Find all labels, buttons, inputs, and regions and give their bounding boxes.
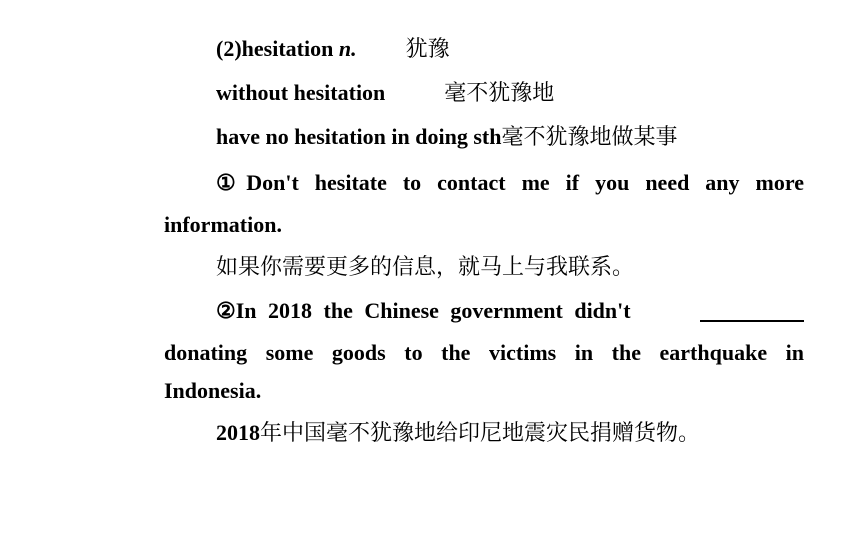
translation-year: 2018 <box>216 420 260 445</box>
translation-text: 如果你需要更多的信息，就马上与我联系。 <box>216 254 635 279</box>
example-marker: ② <box>216 298 236 323</box>
exercise-line2: donating some goods to the victims in the earthquake in <box>164 340 804 365</box>
headword-line <box>216 38 450 60</box>
translation-text: 年中国毫不犹豫地给印尼地震灾民捐赠货物。 <box>260 420 701 445</box>
exercise-translation <box>216 422 700 444</box>
part-of-speech: n. <box>338 36 357 61</box>
headword: (2)hesitation <box>216 36 334 61</box>
exercise-sentence-end <box>164 380 261 402</box>
fill-in-blank[interactable] <box>700 302 804 322</box>
example-marker: ① <box>216 170 247 195</box>
phrase-line <box>216 82 554 104</box>
example-sentence-continuation <box>164 214 282 236</box>
phrase-line <box>216 126 677 148</box>
example-sentence <box>216 172 804 194</box>
phrase-text: without hesitation <box>216 80 386 105</box>
exercise-sentence-continuation <box>164 342 804 364</box>
headword-meaning: 犹豫 <box>405 36 450 61</box>
phrase-meaning: 毫不犹豫地做某事 <box>501 124 678 149</box>
phrase-meaning: 毫不犹豫地 <box>444 80 555 105</box>
example-sentence-line2: information. <box>164 212 282 237</box>
exercise-line3: Indonesia. <box>164 378 262 403</box>
example-translation <box>216 256 634 278</box>
phrase-text: have no hesitation in doing sth <box>216 124 502 149</box>
exercise-line1: In 2018 the Chinese government didn't <box>235 298 631 323</box>
exercise-sentence <box>216 300 804 322</box>
example-sentence-line1: Don't hesitate to contact me if you need any more <box>246 170 804 195</box>
